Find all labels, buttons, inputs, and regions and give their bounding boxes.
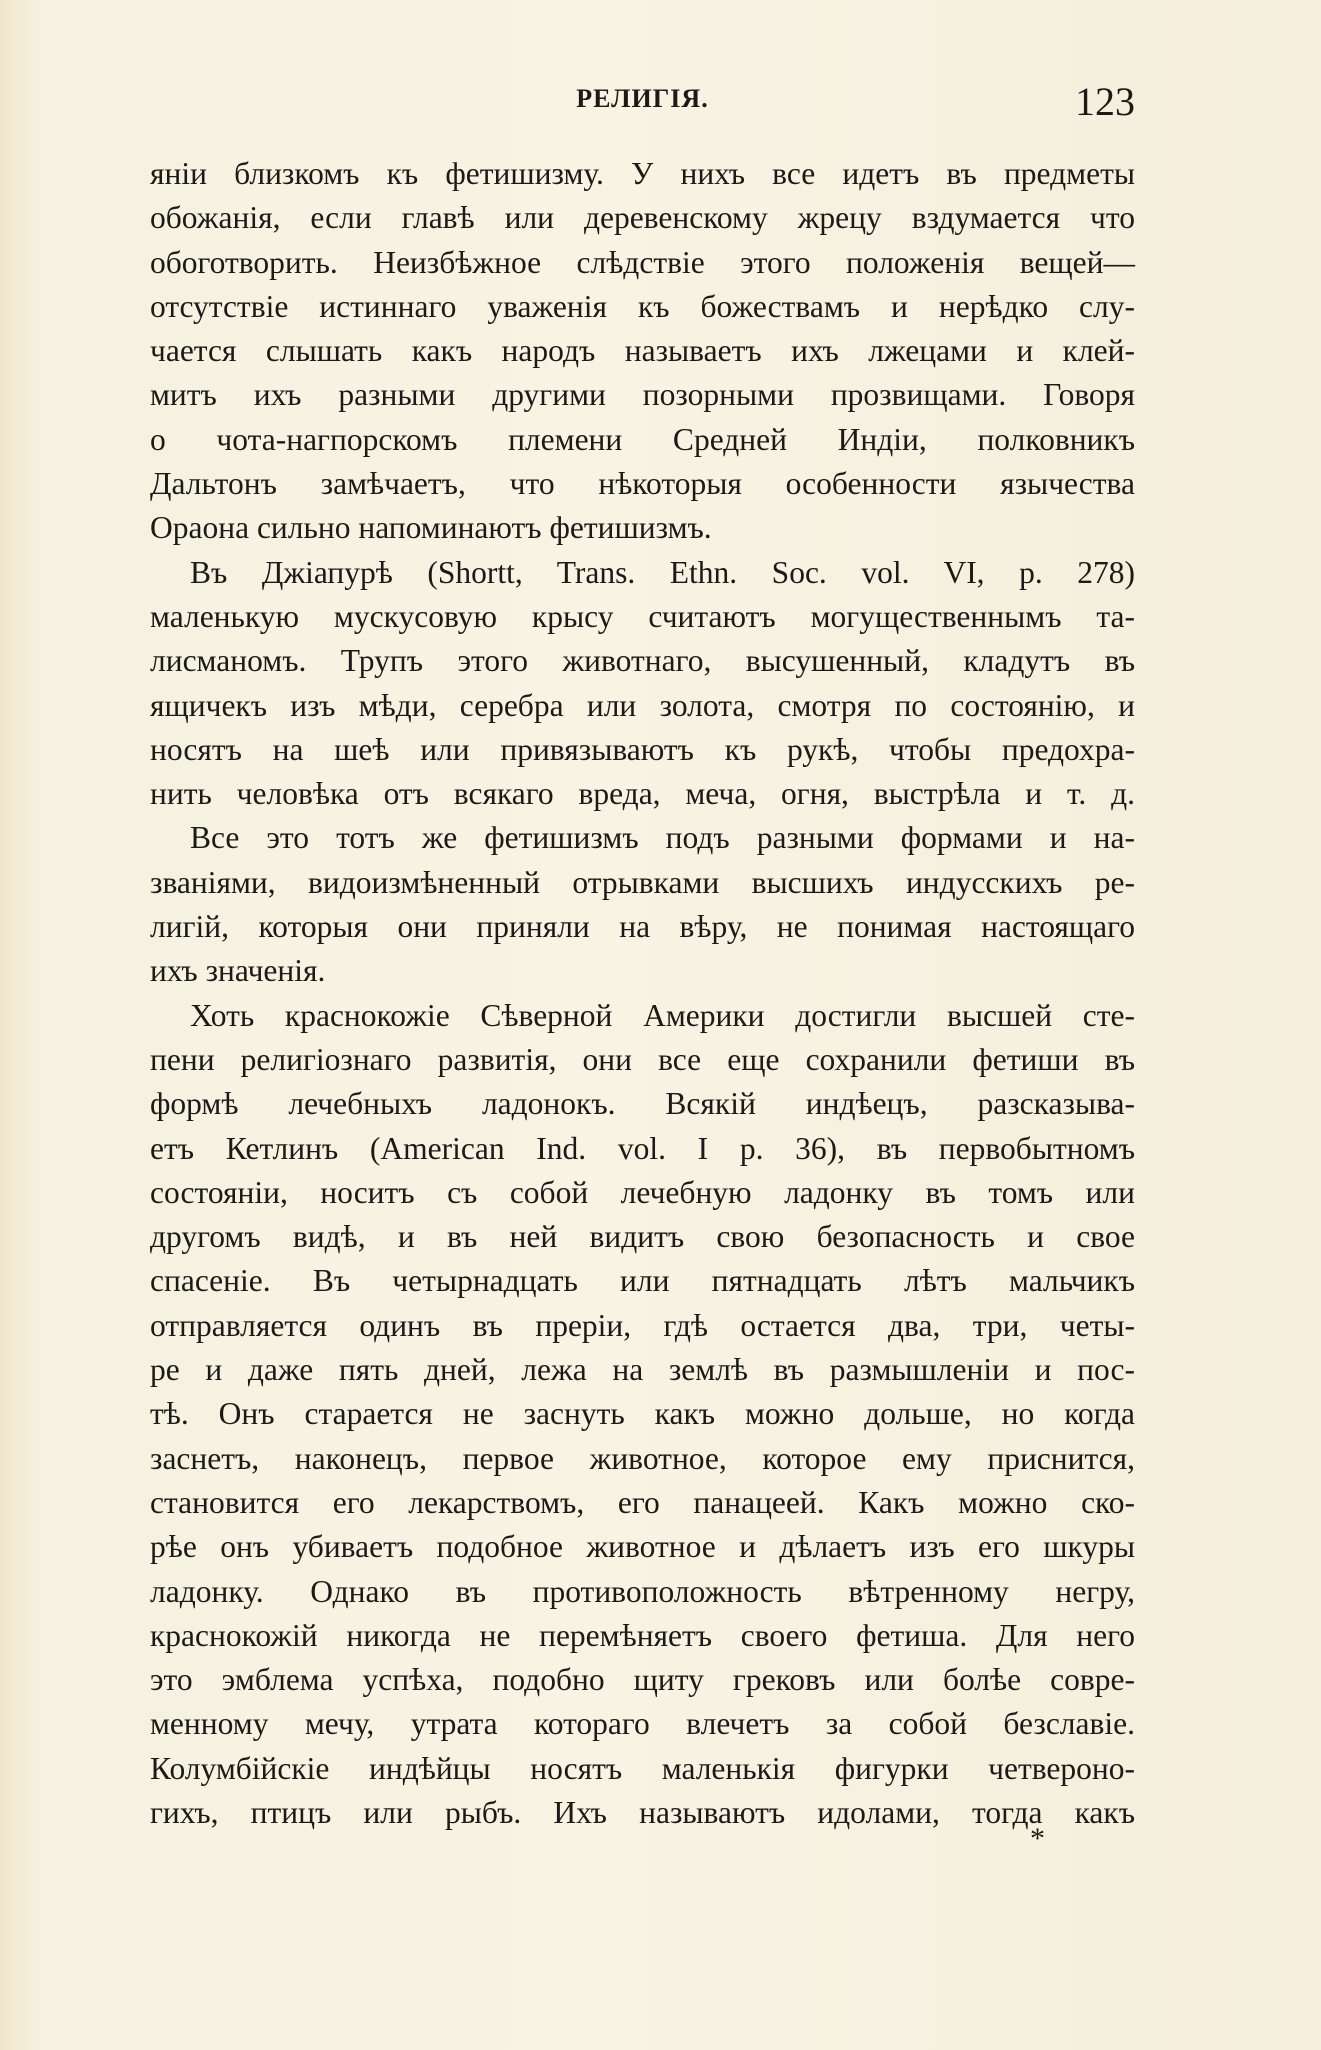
text-line: пени религіознаго развитія, они все еще сохранили фетиши въ [150, 1041, 1135, 1077]
text-line: спасеніе. Въ четырнадцать или пятнадцать лѣтъ мальчикъ [150, 1263, 1135, 1299]
text-line: это эмблема успѣха, подобно щиту грековъ или болѣе совре- [150, 1662, 1135, 1698]
page-header [150, 78, 1135, 128]
text-line: состояніи, носитъ съ собой лечебную ладонку въ томъ или [150, 1174, 1135, 1210]
text-line: гихъ, птицъ или рыбъ. Ихъ называютъ идолами, тогда какъ [150, 1794, 1135, 1830]
text-line: Дальтонъ замѣчаетъ, что нѣкоторыя особенности язычества [150, 466, 1135, 502]
text-line: ихъ значенія. [150, 953, 326, 989]
text-line: ладонку. Однако въ противоположность вѣтренному негру, [150, 1573, 1135, 1609]
text-line: лигій, которыя они приняли на вѣру, не понимая настоящаго [150, 909, 1135, 945]
text-line: обожанія, если главѣ или деревенскому жрецу вздумается что [150, 200, 1135, 236]
text-line: Ораона сильно напоминаютъ фетишизмъ. [150, 510, 712, 546]
running-title: РЕЛИГІЯ. [576, 84, 709, 113]
text-line: обоготворить. Неизбѣжное слѣдствіе этого положенія вещей— [150, 244, 1135, 280]
text-line: становится его лекарствомъ, его панацеей. Какъ можно ско- [150, 1484, 1135, 1520]
text-line: митъ ихъ разными другими позорными прозвищами. Говоря [150, 377, 1135, 413]
text-line: Колумбійскіе индѣйцы носятъ маленькія фигурки четвероно- [150, 1750, 1135, 1786]
text-line: о чота-нагпорскомъ племени Средней Индіи, полковникъ [150, 421, 1135, 457]
text-line: Хоть краснокожіе Сѣверной Америки достигли высшей сте- [190, 997, 1135, 1033]
signature-mark: * [1030, 1822, 1045, 1855]
text-line: менному мечу, утрата котораго влечетъ за собой безславіе. [150, 1706, 1135, 1742]
text-line: ре и даже пять дней, лежа на землѣ въ размышленіи и пос- [150, 1352, 1135, 1388]
text-line: другомъ видѣ, и въ ней видитъ свою безопасность и свое [150, 1219, 1135, 1255]
text-line: отсутствіе истиннаго уваженія къ божествамъ и нерѣдко слу- [150, 288, 1135, 324]
text-line: Все это тотъ же фетишизмъ подъ разными формами и на- [190, 820, 1135, 856]
text-line: чается слышать какъ народъ называетъ ихъ лжецами и клей- [150, 333, 1135, 369]
page-number: 123 [1075, 79, 1135, 124]
text-line: нить человѣка отъ всякаго вреда, меча, огня, выстрѣла и т. д. [150, 776, 1135, 812]
text-line: заснетъ, наконецъ, первое животное, которое ему приснится, [150, 1440, 1135, 1476]
body-text [150, 152, 1135, 1835]
text-line: Въ Джіапурѣ (Shortt, Trans. Ethn. Soc. vol. VI, p. 278) [190, 554, 1135, 590]
text-line: ящичекъ изъ мѣди, серебра или золота, смотря по состоянію, и [150, 687, 1135, 723]
text-line: рѣе онъ убиваетъ подобное животное и дѣлаетъ изъ его шкуры [150, 1529, 1135, 1565]
text-line: маленькую мускусовую крысу считаютъ могущественнымъ та- [150, 598, 1135, 634]
text-line: носятъ на шеѣ или привязываютъ къ рукѣ, чтобы предохра- [150, 731, 1135, 767]
text-line: формѣ лечебныхъ ладонокъ. Всякій индѣецъ, разсказыва- [150, 1086, 1135, 1122]
text-line: лисманомъ. Трупъ этого животнаго, высушенный, кладутъ въ [150, 643, 1135, 679]
text-line: яніи близкомъ къ фетишизму. У нихъ все идетъ въ предметы [150, 156, 1135, 191]
text-line: краснокожій никогда не перемѣняетъ своего фетиша. Для него [150, 1617, 1135, 1653]
text-line: отправляется одинъ въ преріи, гдѣ остается два, три, четы- [150, 1307, 1135, 1343]
text-line: тѣ. Онъ старается не заснуть какъ можно дольше, но когда [150, 1396, 1135, 1432]
text-line: етъ Кетлинъ (American Ind. vol. I p. 36), въ первобытномъ [150, 1130, 1135, 1166]
text-line: званіями, видоизмѣненный отрывками высшихъ индусскихъ ре- [150, 864, 1135, 900]
